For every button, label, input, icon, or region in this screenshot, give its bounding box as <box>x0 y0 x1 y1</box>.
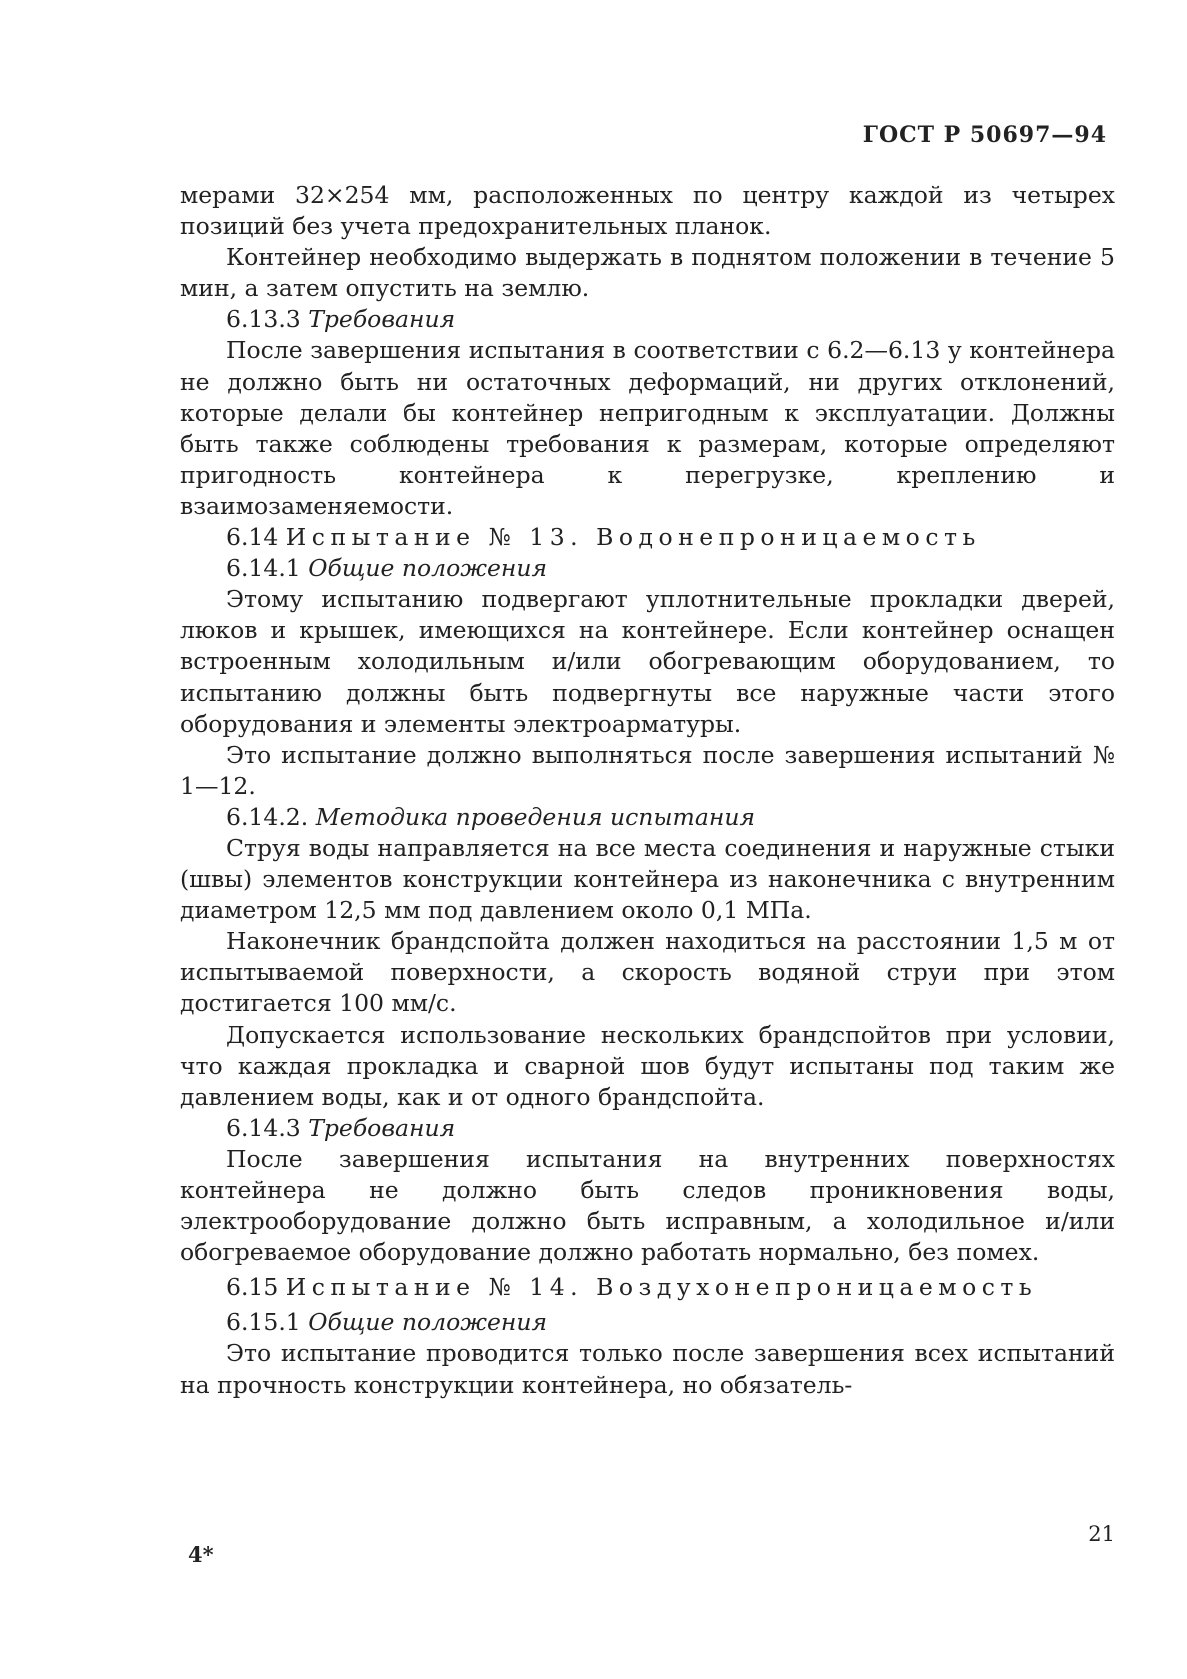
subheading-6-14-2 <box>180 802 1115 833</box>
subheading-6-14-3 <box>180 1113 1115 1144</box>
subheading-6-15-1 <box>180 1307 1115 1338</box>
paragraph: Это испытание проводится только после завершения всех испытаний на прочность конструкции контейнера, но обязатель- <box>180 1339 1115 1399</box>
subheading-6-14-1 <box>180 553 1115 584</box>
document-body <box>180 180 1115 1401</box>
section-heading-6-14 <box>180 522 1115 553</box>
subheading-number: 6.15.1 <box>226 1308 309 1337</box>
subheading-title: Общие положения <box>308 554 548 583</box>
section-title: Испытание № 14. Воздухонепроницаемость <box>285 1273 1038 1302</box>
section-number: 6.15 <box>226 1273 286 1302</box>
subheading-number: 6.14.2. <box>226 802 316 831</box>
paragraph: Это испытание должно выполняться после завершения испытаний № 1—12. <box>180 740 1115 800</box>
subheading-title: Требования <box>308 1113 456 1142</box>
paragraph: Наконечник брандспойта должен находиться на расстоянии 1,5 м от испытываемой поверхности, а скорость водяной струи при этом достигается 100 мм/с. <box>180 927 1115 1018</box>
subheading-title: Требования <box>308 305 456 334</box>
section-heading-6-15 <box>180 1272 1115 1303</box>
section-number: 6.14 <box>226 523 286 552</box>
subheading-6-13-3 <box>180 304 1115 335</box>
paragraph: После завершения испытания на внутренних поверхностях контейнера не должно быть следов проникновения воды, электрооборудование должно быть исправным, а холодильное и/или обогреваемое оборудование должно работать нормально, без помех. <box>180 1144 1115 1267</box>
paragraph: Струя воды направляется на все места соединения и наружные стыки (швы) элементов конструкции контейнера из наконечника с внутренним диаметром 12,5 мм под давлением около 0,1 МПа. <box>180 833 1115 925</box>
paragraph: Этому испытанию подвергают уплотнительные прокладки дверей, люков и крышек, имеющихся на контейнере. Если контейнер оснащен встроенным холодильным и/или обогревающим оборудованием, то испытанию должны быть подвергнуты все наружные части этого оборудования и элементы электроарматуры. <box>180 585 1115 738</box>
subheading-number: 6.14.3 <box>226 1113 309 1142</box>
paragraph: Допускается использование нескольких брандспойтов при условии, что каждая прокладка и сварной шов будут испытаны под таким же давлением воды, как и от одного брандспойта. <box>180 1020 1115 1111</box>
subheading-number: 6.14.1 <box>226 554 309 583</box>
section-title: Испытание № 13. Водонепроницаемость <box>285 523 981 552</box>
page-number: 21 <box>1088 1522 1115 1546</box>
signature-mark: 4* <box>188 1542 214 1567</box>
subheading-number: 6.13.3 <box>226 305 309 334</box>
document-code: ГОСТ Р 50697—94 <box>862 122 1107 148</box>
paragraph-continuation: мерами 32×254 мм, расположенных по центру каждой из четырех позиций без учета предохранительных планок. <box>180 181 1115 241</box>
subheading-title: Методика проведения испытания <box>315 802 756 831</box>
paragraph: Контейнер необходимо выдержать в поднятом положении в течение 5 мин, а затем опустить на землю. <box>180 243 1115 303</box>
paragraph: После завершения испытания в соответствии с 6.2—6.13 у контейнера не должно быть ни остаточных деформаций, ни других отклонений, которые делали бы контейнер непригодным к эксплуатации. Должны быть также соблюдены требования к размерам, которые определяют пригодность контейнера к перегрузке, креплению и взаимозаменяемости. <box>180 336 1115 520</box>
subheading-title: Общие положения <box>308 1308 548 1337</box>
